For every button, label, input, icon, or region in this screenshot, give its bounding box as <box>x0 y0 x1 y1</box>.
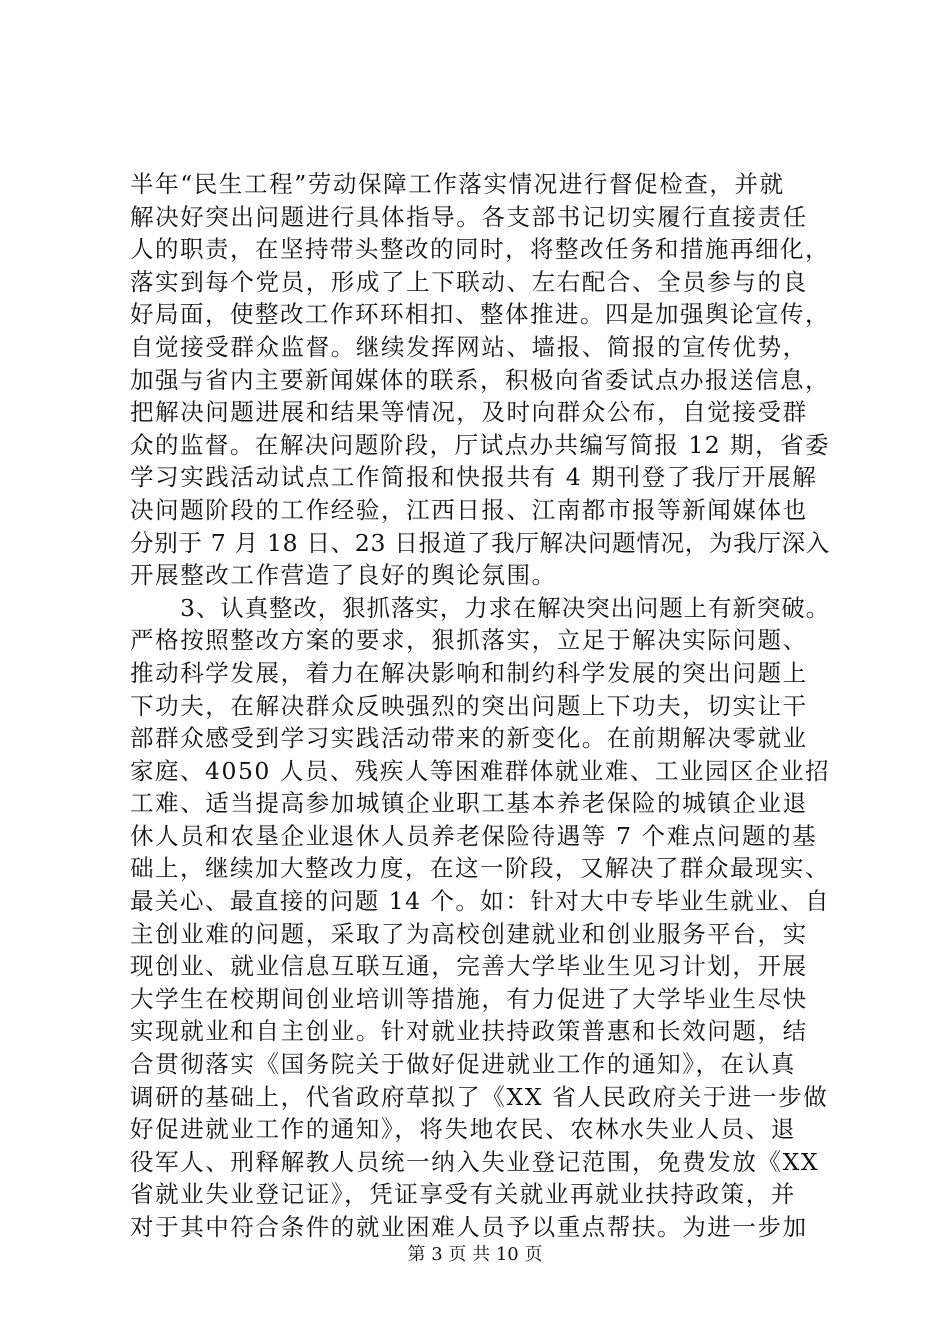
text-line: 分别于 7 月 18 日、23 日报道了我厅解决问题情况，为我厅深入 <box>130 528 830 557</box>
text-line: 半年“民生工程”劳动保障工作落实情况进行督促检查，并就 <box>130 170 785 198</box>
text-line: 众的监督。在解决问题阶段，厅试点办共编写简报 12 期，省委 <box>130 430 830 459</box>
text-line: 把解决问题进展和结果等情况，及时向群众公布，自觉接受群 <box>130 398 808 427</box>
body-text <box>130 168 830 1244</box>
text-line: 实现就业和自主创业。针对就业扶持政策普惠和长效问题，结 <box>130 1017 808 1046</box>
text-line: 严格按照整改方案的要求，狠抓落实，立足于解决实际问题、 <box>130 626 808 655</box>
text-line: 调研的基础上，代省政府草拟了《XX 省人民政府关于进一步做 <box>130 1082 829 1111</box>
text-line: 开展整改工作营造了良好的舆论氛围。 <box>130 561 557 590</box>
text-line: 家庭、4050 人员、残疾人等困难群体就业难、工业园区企业招 <box>130 756 830 785</box>
text-line: 省就业失业登记证》，凭证享受有关就业再就业扶持政策，并 <box>130 1180 796 1209</box>
text-line: 合贯彻落实《国务院关于做好促进就业工作的通知》，在认真 <box>130 1050 796 1079</box>
section-heading-line: 3、认真整改，狠抓落实，力求在解决突出问题上有新突破。 <box>180 593 830 622</box>
text-line: 休人员和农垦企业退休人员养老保险待遇等 7 个难点问题的基 <box>130 821 818 850</box>
text-line: 主创业难的问题，采取了为高校创建就业和创业服务平台，实 <box>130 919 808 948</box>
text-line: 好促进就业工作的通知》，将失地农民、农林水失业人员、退 <box>130 1115 796 1144</box>
text-line: 下功夫，在解决群众反映强烈的突出问题上下功夫，切实让干 <box>130 691 808 720</box>
text-line: 好局面，使整改工作环环相扣、整体推进。四是加强舆论宣传， <box>130 300 830 329</box>
text-line: 础上，继续加大整改力度，在这一阶段，又解决了群众最现实、 <box>130 854 830 883</box>
text-line: 现创业、就业信息互联互通，完善大学毕业生见习计划，开展 <box>130 952 808 981</box>
text-line: 推动科学发展，着力在解决影响和制约科学发展的突出问题上 <box>130 658 808 687</box>
text-line: 役军人、刑释解教人员统一纳入失业登记范围，免费发放《XX <box>130 1147 820 1176</box>
text-line: 最关心、最直接的问题 14 个。如：针对大中专毕业生就业、自 <box>130 887 830 916</box>
text-line: 对于其中符合条件的就业困难人员予以重点帮扶。为进一步加 <box>130 1213 808 1241</box>
text-line: 自觉接受群众监督。继续发挥网站、墙报、简报的宣传优势， <box>130 332 808 361</box>
text-line: 大学生在校期间创业培训等措施，有力促进了大学毕业生尽快 <box>130 984 808 1013</box>
text-line: 工难、适当提高参加城镇企业职工基本养老保险的城镇企业退 <box>130 789 808 818</box>
text-line: 落实到每个党员，形成了上下联动、左右配合、全员参与的良 <box>130 267 808 296</box>
page-number-footer: 第 3 页 共 10 页 <box>407 1244 543 1265</box>
text-line: 人的职责，在坚持带头整改的同时，将整改任务和措施再细化， <box>130 235 830 264</box>
text-line: 决问题阶段的工作经验，江西日报、江南都市报等新闻媒体也 <box>130 495 808 524</box>
text-line: 加强与省内主要新闻媒体的联系，积极向省委试点办报送信息， <box>130 365 830 394</box>
text-line: 解决好突出问题进行具体指导。各支部书记切实履行直接责任 <box>130 202 808 231</box>
text-line: 部群众感受到学习实践活动带来的新变化。在前期解决零就业 <box>130 724 808 753</box>
text-line: 学习实践活动试点工作简报和快报共有 4 期刊登了我厅开展解 <box>130 463 818 492</box>
